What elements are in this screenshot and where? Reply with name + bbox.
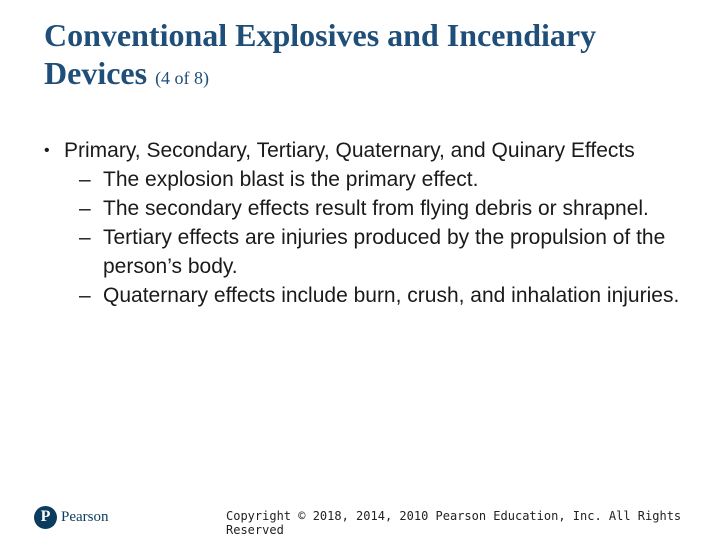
dash-icon: – <box>79 226 91 249</box>
pearson-logo-text: Pearson <box>61 508 109 525</box>
slide-content <box>44 136 684 310</box>
bullet-dot-icon: • <box>44 142 50 159</box>
slide-title <box>44 16 694 97</box>
dash-icon: – <box>79 197 91 220</box>
dash-icon: – <box>79 284 91 307</box>
sub-bullet-item <box>44 194 684 223</box>
sub-bullet-text: Tertiary effects are injuries produced by the propulsion of the person’s body. <box>103 226 666 278</box>
slide-title-main: Conventional Explosives and Incendiary Devices <box>44 17 597 91</box>
pearson-logo <box>34 505 109 529</box>
copyright-notice: Copyright © 2018, 2014, 2010 Pearson Education, Inc. All Rights Reserved <box>226 509 682 537</box>
bullet-text: Primary, Secondary, Tertiary, Quaternary, and Quinary Effects <box>64 139 635 162</box>
sub-bullet-text: The explosion blast is the primary effect. <box>103 168 479 191</box>
sub-bullet-item <box>44 165 684 194</box>
pearson-logo-icon: P <box>34 506 57 529</box>
sub-bullet-item <box>44 281 684 310</box>
sub-bullet-text: Quaternary effects include burn, crush, and inhalation injuries. <box>103 284 680 307</box>
dash-icon: – <box>79 168 91 191</box>
bullet-item <box>44 136 684 165</box>
slide-title-part: (4 of 8) <box>155 68 210 88</box>
sub-bullet-text: The secondary effects result from flying debris or shrapnel. <box>103 197 649 220</box>
sub-bullet-item <box>44 223 684 281</box>
